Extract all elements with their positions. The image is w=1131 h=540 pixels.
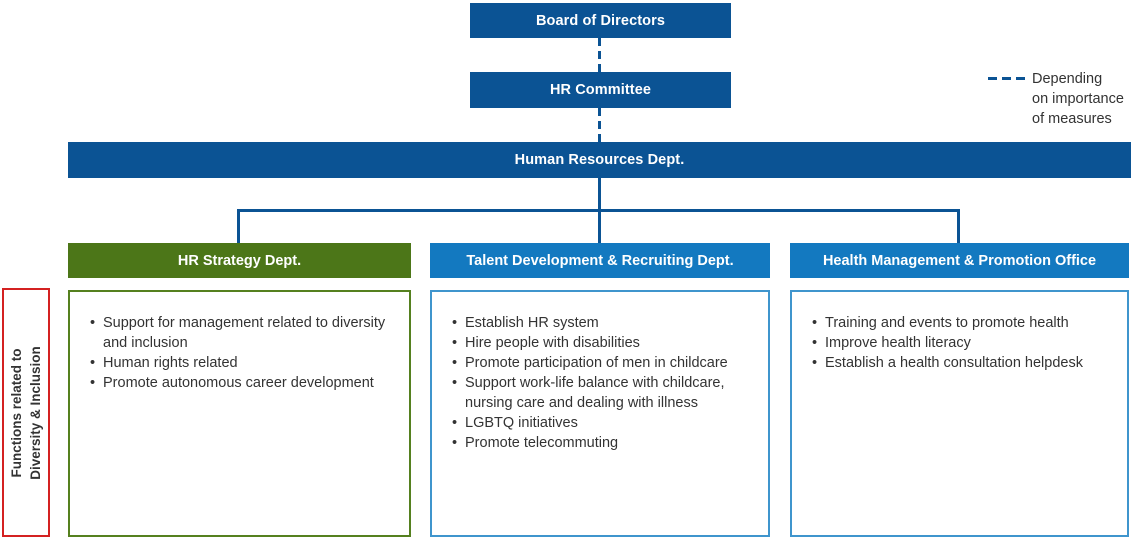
side-label-box: [2, 288, 50, 537]
bullet-item: • Establish a health consultation helpdesk: [812, 353, 1117, 373]
bullet-list: [70, 292, 409, 393]
bullet-item: • Promote participation of men in childcare: [452, 353, 758, 373]
side-label-line2: Diversity & Inclusion: [28, 345, 44, 480]
dept-body-talent-development: [430, 290, 770, 537]
legend-line2: on importance: [1032, 91, 1124, 107]
bullet-item: • LGBTQ initiatives: [452, 413, 758, 433]
bullet-item: • Training and events to promote health: [812, 313, 1117, 333]
connector-drop-right: [957, 209, 960, 243]
dept-body-health-management: [790, 290, 1129, 537]
board-of-directors-node: Board of Directors: [470, 3, 731, 38]
bullet-item: • Support for management related to diversity and inclusion: [90, 313, 399, 353]
connector-stem: [598, 178, 601, 210]
dept-header-health-management: Health Management & Promotion Office: [790, 243, 1129, 278]
bullet-item: • Promote telecommuting: [452, 433, 758, 453]
dept-header-hr-strategy: HR Strategy Dept.: [68, 243, 411, 278]
side-label-text: [7, 346, 45, 480]
bullet-item: • Support work-life balance with childcare, nursing care and dealing with illness: [452, 373, 758, 413]
dept-body-hr-strategy: [68, 290, 411, 537]
hr-committee-node: HR Committee: [470, 72, 731, 108]
connector-drop-left: [237, 209, 240, 243]
side-label-line1: Functions related to: [9, 347, 25, 478]
bullet-list: [432, 292, 768, 453]
dept-header-talent-development: Talent Development & Recruiting Dept.: [430, 243, 770, 278]
bullet-item: • Promote autonomous career development: [90, 373, 399, 393]
legend-text: [1032, 69, 1124, 129]
legend-line3: of measures: [1032, 111, 1112, 127]
bullet-item: • Human rights related: [90, 353, 399, 373]
bullet-list: [792, 292, 1127, 373]
bullet-item: • Improve health literacy: [812, 333, 1117, 353]
bullet-item: • Hire people with disabilities: [452, 333, 758, 353]
bullet-item: • Establish HR system: [452, 313, 758, 333]
legend-dashed-line-icon: [988, 77, 1026, 80]
human-resources-dept-bar: Human Resources Dept.: [68, 142, 1131, 178]
dashed-connector-board-to-committee: [598, 38, 601, 72]
connector-drop-center: [598, 209, 601, 243]
legend-line1: Depending: [1032, 71, 1103, 87]
dashed-connector-committee-to-hrdept: [598, 108, 601, 142]
